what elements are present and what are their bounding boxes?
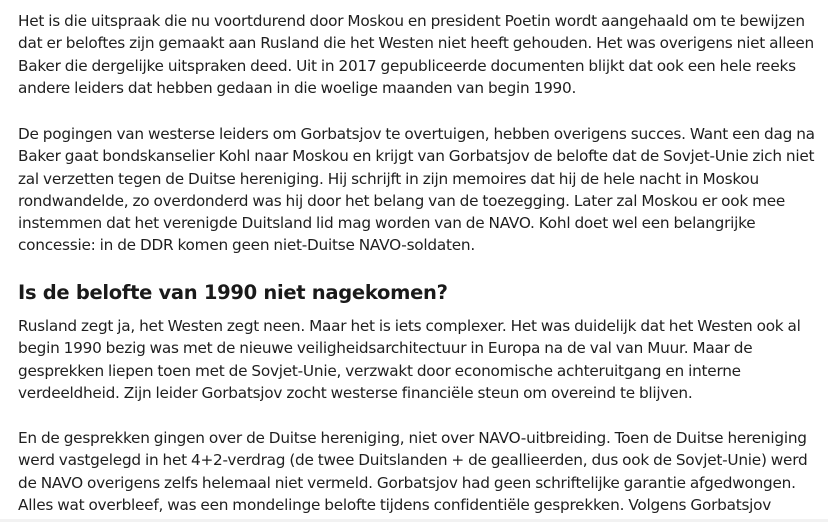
section-heading: Is de belofte van 1990 niet nagekomen? [18, 281, 448, 304]
paragraph-1: Het is die uitspraak die nu voortdurend door Moskou en president Poetin wordt aangehaald om te bewijzen dat er beloftes zijn gemaakt aan Rusland die het Westen niet heeft gehouden. Het was overigens niet alleen Baker die dergelijke uitspraken deed. Uit in 2017 gepubliceerde documenten blijkt dat ook een hele reeks andere leiders dat hebben gedaan in die woelige maanden van begin 1990. [18, 12, 814, 97]
paragraph-4: En de gesprekken gingen over de Duitse hereniging, niet over NAVO-uitbreiding. Toen de Duitse hereniging werd vastgelegd in het 4+2-verdrag (de twee Duitslanden + de geallieerden, dus ook de Sovjet-Unie) werd de NAVO overigens zelfs helemaal niet vermeld. Gorbatsjov had geen schriftelijke garantie afgedwongen. Alles wat overbleef, was een mondelinge belofte tijdens confidentiële gesprekken. Volgens Gorbatsjov [18, 429, 808, 514]
paragraph-2: De pogingen van westerse leiders om Gorbatsjov te overtuigen, hebben overigens succes. Want een dag na Baker gaat bondskanselier Kohl naar Moskou en krijgt van Gorbatsjov de belofte dat de Sovjet-Unie zich niet zal verzetten tegen de Duitse hereniging. Hij schrijft in zijn memoires dat hij de hele nacht in Moskou rondwandelde, zo overdonderd was hij door het belang van de toezegging. Later zal Moskou er ook mee instemmen dat het verenigde Duitsland lid mag worden van de NAVO. Kohl doet wel een belangrijke concessie: in de DDR komen geen niet-Duitse NAVO-soldaten. [18, 125, 815, 255]
paragraph-3: Rusland zegt ja, het Westen zegt neen. Maar het is iets complexer. Het was duidelijk dat het Westen ook al begin 1990 bezig was met de nieuwe veiligheidsarchitectuur in Europa na de val van Muur. Maar de gesprekken liepen toen met de Sovjet-Unie, verzwakt door economische achteruitgang en interne verdeeldheid. Zijn leider Gorbatsjov zocht westerse financiële steun om overeind te blijven. [18, 317, 801, 402]
